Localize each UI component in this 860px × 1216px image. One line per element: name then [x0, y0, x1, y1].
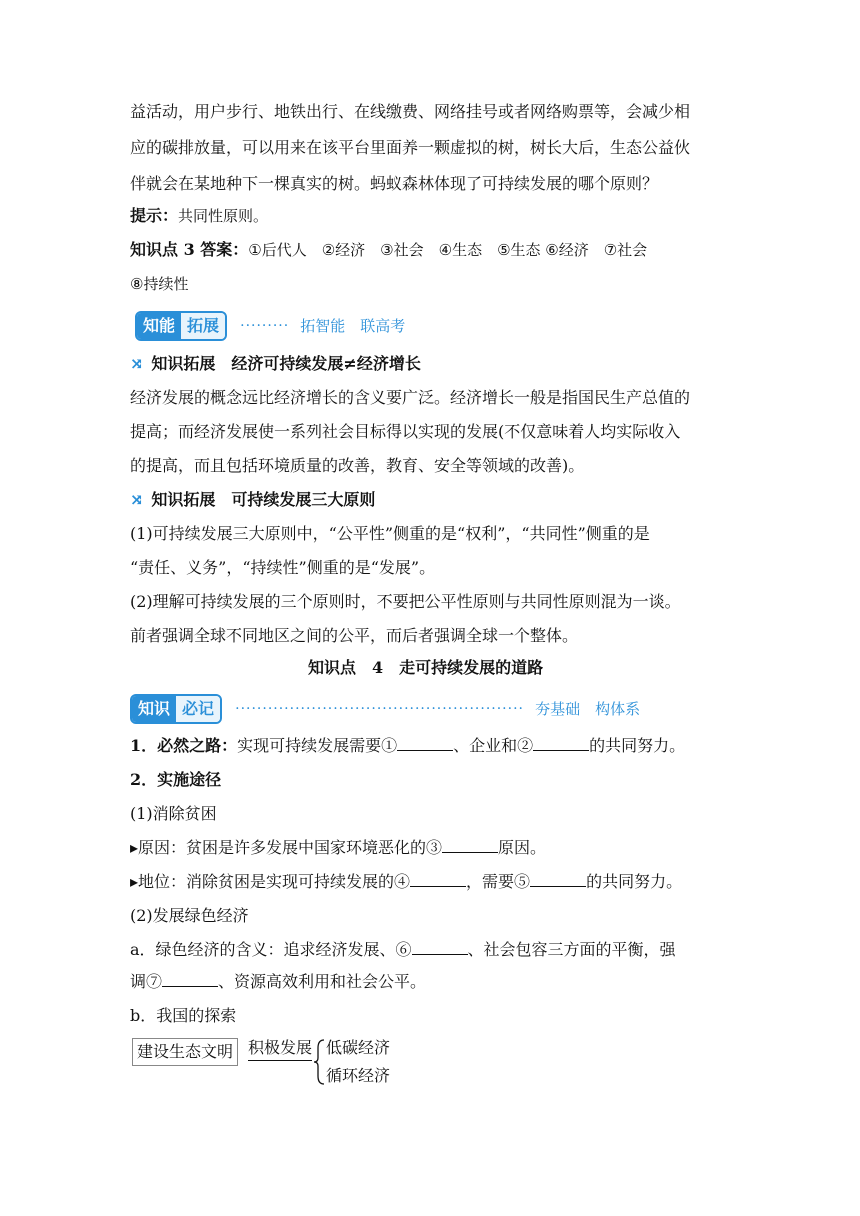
expand-badge-left: 知能: [137, 313, 181, 339]
diagram-item-2: 循环经济: [326, 1066, 391, 1085]
exploration-diagram: [132, 1038, 238, 1066]
intro-line-2: 应的碳排放量，可以用来在该平台里面养一颗虚拟的树，树长大后，生态公益伙: [130, 138, 691, 157]
answer-text: ①后代人 ②经济 ③社会 ④生态 ⑤生态 ⑥经济 ⑦社会: [248, 241, 648, 259]
kp4-subtitle: 夯基础 构体系: [535, 700, 641, 718]
hint-label: 提示：: [130, 206, 179, 225]
p4-text-b: 原因。: [498, 838, 547, 857]
section-2-line-1: (1)可持续发展三大原则中，“公平性”侧重的是“权利”，“共同性”侧重的是: [130, 524, 650, 543]
answer-line-2: ⑧持续性: [130, 275, 189, 293]
p1-text-c: 的共同努力。: [589, 736, 686, 755]
p1-label: 1．必然之路：: [130, 736, 238, 755]
hint-line: [130, 204, 268, 228]
blank-3[interactable]: [442, 836, 498, 853]
blank-1[interactable]: [397, 734, 453, 751]
kp4-badge-right: 必记: [176, 696, 220, 722]
blank-7[interactable]: [162, 970, 218, 987]
p5-text-c: 的共同努力。: [586, 872, 683, 891]
hint-text: 共同性原则。: [178, 207, 269, 225]
kp4-p1: [130, 734, 685, 758]
kp4-p6: (2)发展绿色经济: [130, 906, 249, 925]
section-2-line-3: (2)理解可持续发展的三个原则时，不要把公平性原则与共同性原则混为一谈。: [130, 592, 681, 611]
section-2-line-4: 前者强调全球不同地区之间的公平，而后者强调全球一个整体。: [130, 626, 579, 645]
blank-4[interactable]: [410, 870, 466, 887]
kp4-header: [130, 694, 640, 724]
diagram-arrow: [248, 1036, 312, 1061]
section-1-line-1: 经济发展的概念远比经济增长的含义要广泛。经济增长一般是指国民生产总值的: [130, 388, 691, 407]
section-1-line-3: 的提高，而且包括环境质量的改善，教育、安全等领域的改善)。: [130, 456, 585, 475]
p5-text-a: ▸地位：消除贫困是实现可持续发展的④: [130, 872, 411, 891]
blank-6[interactable]: [412, 938, 468, 955]
kp4-badge: [130, 694, 222, 724]
shuffle-icon: ⤨: [130, 490, 144, 509]
blank-2[interactable]: [533, 734, 589, 751]
expand-dots: ·········: [240, 318, 290, 334]
section-2-title-text: 知识拓展 可持续发展三大原则: [151, 490, 376, 509]
p4-text-a: ▸原因：贫困是许多发展中国家环境恶化的③: [130, 838, 443, 857]
kp4-p2: 2．实施途径: [130, 770, 222, 789]
p7-text-a: a．绿色经济的含义：追求经济发展、⑥: [130, 940, 412, 959]
p1-text-b: 、企业和②: [453, 736, 534, 755]
kp4-title: 知识点 4 走可持续发展的道路: [308, 658, 544, 677]
shuffle-icon: ⤨: [130, 354, 144, 373]
diagram-box: 建设生态文明: [132, 1038, 238, 1066]
expand-subtitle: 拓智能 联高考: [300, 317, 406, 335]
kp4-p3: (1)消除贫困: [130, 804, 217, 823]
p1-text-a: 实现可持续发展需要①: [237, 736, 398, 755]
diagram-item-1: 低碳经济: [326, 1038, 391, 1057]
kp4-p9: b．我国的探索: [130, 1006, 237, 1025]
diagram-arrow-label: 积极发展: [248, 1036, 312, 1061]
intro-line-1: 益活动，用户步行、地铁出行、在线缴费、网络挂号或者网络购票等，会减少相: [130, 102, 691, 121]
answer-line: [130, 238, 647, 262]
expand-header: [135, 311, 405, 341]
intro-line-3: 伴就会在某地种下一棵真实的树。蚂蚁森林体现了可持续发展的哪个原则？: [130, 174, 659, 193]
expand-section-1-title: [130, 352, 421, 376]
expand-section-2-title: [130, 488, 375, 512]
section-1-title-text: 知识拓展 经济可持续发展≠经济增长: [151, 354, 421, 373]
kp4-p5: [130, 870, 682, 894]
section-1-line-2: 提高；而经济发展使一系列社会目标得以实现的发展(不仅意味着人均实际收入: [130, 422, 681, 441]
expand-badge-right: 拓展: [181, 313, 225, 339]
p5-text-b: ，需要⑤: [466, 872, 531, 891]
kp4-p8: [130, 970, 426, 994]
kp4-p7: [130, 938, 676, 962]
p8-text-a: 调⑦: [130, 972, 163, 991]
kp4-badge-left: 知识: [132, 696, 176, 722]
answer-label: 知识点 3 答案：: [130, 240, 249, 259]
kp4-p4: [130, 836, 546, 860]
p7-text-b: 、社会包容三方面的平衡，强: [467, 940, 676, 959]
kp4-dots: ·····················································: [235, 701, 524, 717]
p8-text-b: 、资源高效利用和社会公平。: [218, 972, 427, 991]
section-2-line-2: “责任、义务”，“持续性”侧重的是“发展”。: [130, 558, 436, 577]
blank-5[interactable]: [530, 870, 586, 887]
expand-badge: [135, 311, 227, 341]
